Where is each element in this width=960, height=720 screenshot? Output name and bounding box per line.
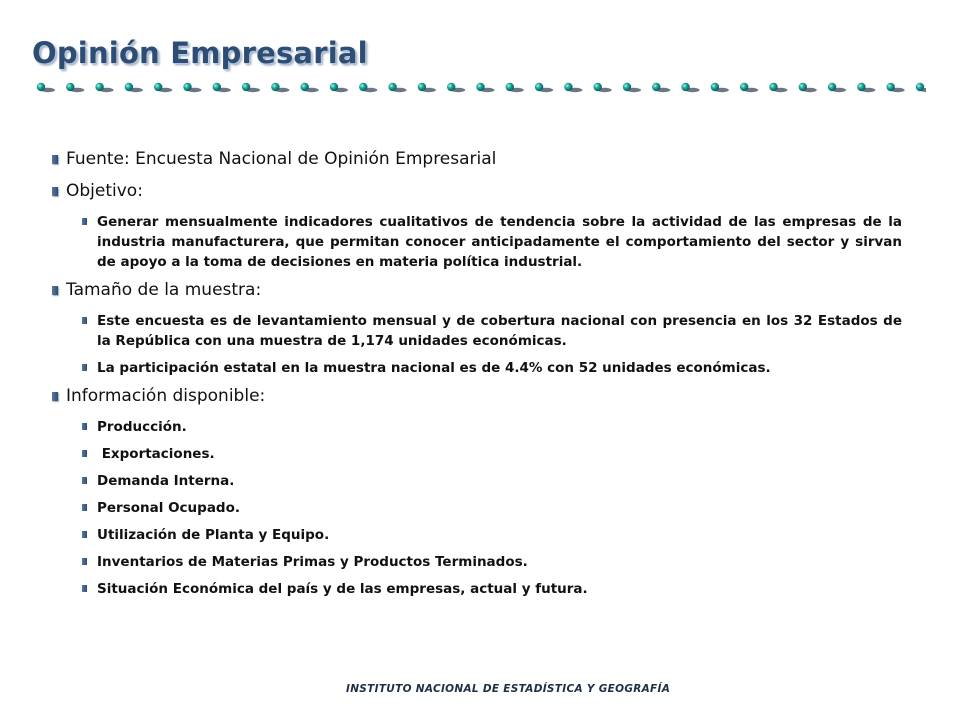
divider-dot [623,83,641,92]
list-item [82,358,902,378]
list-item [82,552,902,572]
divider-dot [213,83,231,92]
divider-dot [125,83,143,92]
divider-dot [711,83,729,92]
section-objetivo [52,180,902,202]
bullet-icon [52,187,58,196]
section-label: Fuente: Encuesta Nacional de Opinión Empresarial [66,149,497,169]
divider-dot [154,83,172,92]
item-text: Generar mensualmente indicadores cualitativos de tendencia sobre la actividad de las empresas de la industria manufacturera, que permitan conocer anticipadamente el comportamiento del sector y sirvan de apoyo a la toma de decisiones en materia política industrial. [97,214,902,270]
divider-dot [535,83,553,92]
section-label: Tamaño de la muestra: [66,280,262,300]
divider-dot [359,83,377,92]
divider-dot [95,83,113,92]
bullet-icon [82,218,87,225]
item-text: Exportaciones. [97,446,215,462]
divider-dot [652,83,670,92]
divider-dot [418,83,436,92]
divider-dot [740,83,758,92]
bullet-icon [52,155,58,164]
divider-dot [769,83,787,92]
bullet-icon [82,585,87,592]
bullet-icon [82,423,87,430]
item-text: Personal Ocupado. [97,500,240,516]
section-fuente [52,148,902,170]
bullet-icon [82,364,87,371]
item-text: Situación Económica del país y de las empresas, actual y futura. [97,581,588,597]
divider-dot [447,83,465,92]
list-item [82,212,902,272]
dotted-divider [36,80,926,96]
bullet-icon [82,531,87,538]
footer-institution: INSTITUTO NACIONAL DE ESTADÍSTICA Y GEOGRAFÍA [346,683,671,695]
divider-dot [887,83,905,92]
slide-title: Opinión Empresarial [32,36,368,70]
list-item [82,471,902,491]
divider-dot [330,83,348,92]
divider-dot [242,83,260,92]
item-text: Demanda Interna. [97,473,235,489]
section-label: Objetivo: [66,181,143,201]
list-item [82,311,902,351]
list-item [82,579,902,599]
item-text: Inventarios de Materias Primas y Productos Terminados. [97,554,528,570]
list-item [82,525,902,545]
bullet-icon [82,317,87,324]
bullet-icon [82,558,87,565]
divider-dot [301,83,319,92]
divider-dot [506,83,524,92]
list-item [82,444,902,464]
section-label: Información disponible: [66,386,266,406]
item-text: Utilización de Planta y Equipo. [97,527,330,543]
divider-dot [799,83,817,92]
divider-dot [681,83,699,92]
bullet-icon [52,392,58,401]
divider-dot [916,83,926,92]
bullet-icon [82,477,87,484]
divider-dot [828,83,846,92]
item-text: Producción. [97,419,187,435]
divider-dot [388,83,406,92]
divider-dot [594,83,612,92]
bullet-icon [82,450,87,457]
divider-dot [66,83,84,92]
bullet-icon [82,504,87,511]
divider-dot [37,83,55,92]
section-tamano-muestra [52,279,902,301]
list-item [82,498,902,518]
item-text: La participación estatal en la muestra nacional es de 4.4% con 52 unidades económicas. [97,360,771,376]
divider-dot [564,83,582,92]
item-text: Este encuesta es de levantamiento mensual y de cobertura nacional con presencia en los 32 Estados de la República con una muestra de 1,174 unidades económicas. [97,313,902,349]
divider-dot [271,83,289,92]
divider-dot [183,83,201,92]
list-item [82,417,902,437]
divider-dot [476,83,494,92]
divider-dot [857,83,875,92]
section-informacion-disponible [52,385,902,407]
slide-content [52,148,902,606]
bullet-icon [52,286,58,295]
